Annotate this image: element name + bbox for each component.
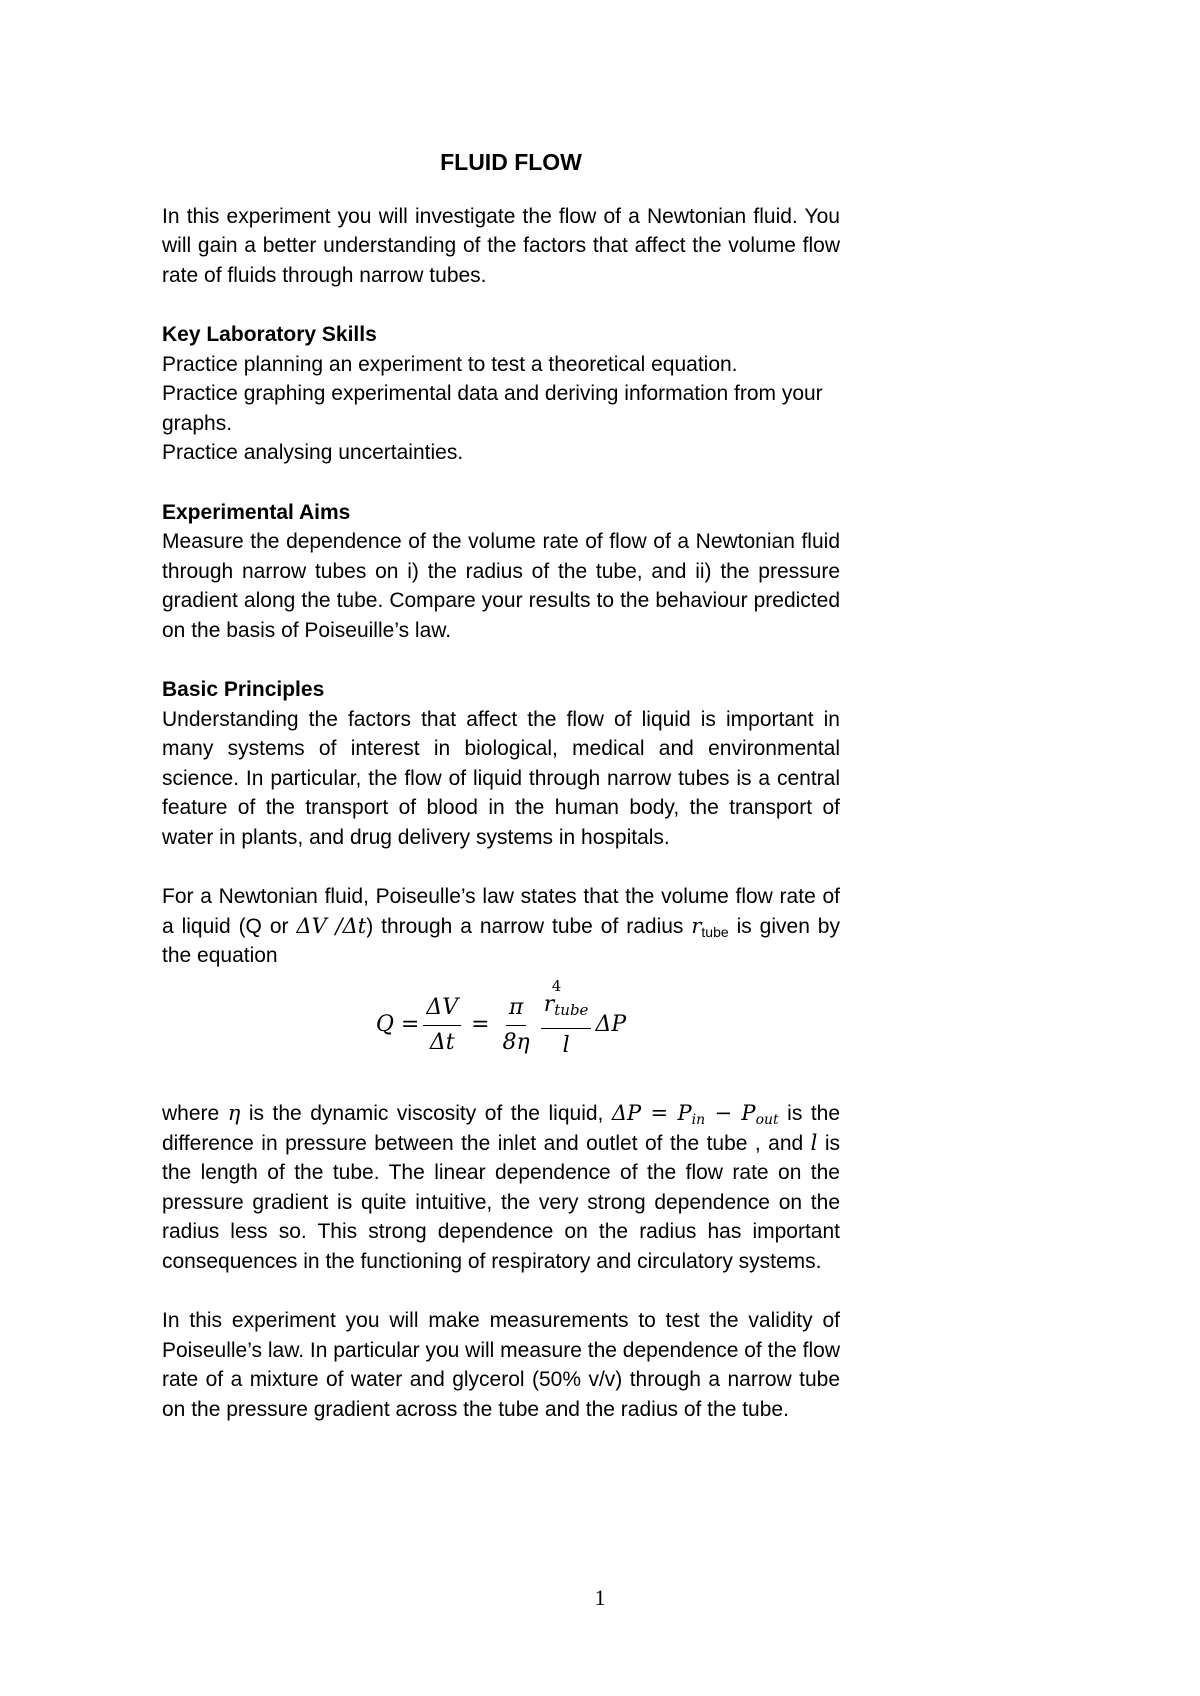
- fraction-denominator: l: [562, 1032, 570, 1058]
- page-content: [162, 148, 840, 1425]
- pressure-difference: ΔP: [595, 1012, 627, 1038]
- poiseuille-paragraph: [162, 882, 840, 971]
- radius-subscript: tube: [701, 923, 729, 940]
- radius-symbol: r: [543, 991, 555, 1017]
- skills-line: Practice graphing experimental data and deriving information from your graphs.: [162, 382, 823, 435]
- where-text: where: [162, 1102, 228, 1126]
- poiseuille-text: For a Newtonian fluid, Poiseulle’s law states that the volume flow rate of a liquid (Q or: [162, 885, 840, 938]
- skills-line: Practice planning an experiment to test a theoretical equation.: [162, 352, 738, 376]
- aims-paragraph: Measure the dependence of the volume rate of flow of a Newtonian fluid through narrow tubes on i) the radius of the tube, and ii) the pressure gradient along the tube. Compare your results to the behaviour predicted on the basis of Poiseuille’s law.: [162, 530, 840, 642]
- closing-paragraph: In this experiment you will make measurements to test the validity of Poiseulle’s law. In particular you will measure the dependence of the flow rate of a mixture of water and glycerol (50% v/v) through a narrow tube on the pressure gradient across the tube and the radius of the tube.: [162, 1309, 840, 1421]
- poiseuille-equation: [162, 976, 840, 1069]
- rate-symbol: ΔV /Δt: [296, 913, 367, 938]
- radius-subscript: tube: [554, 1000, 589, 1019]
- poiseuille-text: is given by the equation: [162, 914, 840, 968]
- spacer: [162, 853, 840, 883]
- page-title: FLUID FLOW: [440, 149, 582, 175]
- fraction-volume-rate: [423, 993, 461, 1057]
- fraction-denominator: 8η: [502, 1029, 530, 1055]
- fraction-numerator: ΔV: [423, 993, 461, 1026]
- eta-symbol: η: [227, 1101, 241, 1126]
- pressure-symbol: − P: [705, 1101, 756, 1126]
- fraction-pi-eta: [500, 993, 533, 1057]
- outlet-subscript: out: [755, 1112, 779, 1129]
- fraction-numerator: [541, 976, 592, 1029]
- pressure-expression: [611, 1101, 779, 1129]
- skills-line: Practice analysing uncertainties.: [162, 441, 464, 465]
- radius-exponent: 4: [551, 976, 562, 995]
- radius-symbol: r: [691, 913, 702, 938]
- intro-paragraph: In this experiment you will investigate the flow of a Newtonian fluid. You will gain a better understanding of the factors that affect the volume flow rate of fluids through narrow tubes.: [162, 204, 840, 287]
- where-text: is the difference in pressure between the inlet and outlet of the tube , and: [162, 1102, 841, 1155]
- skills-heading: Key Laboratory Skills: [162, 322, 377, 346]
- spacer: [162, 468, 840, 498]
- equals-sign: =: [471, 1012, 490, 1038]
- radius-term: [543, 976, 589, 1026]
- inlet-subscript: in: [691, 1112, 706, 1129]
- fraction-denominator: Δt: [429, 1029, 455, 1055]
- where-paragraph: [162, 1099, 840, 1277]
- poiseuille-text: ) through a narrow tube of radius: [366, 914, 692, 938]
- spacer: [162, 290, 840, 320]
- pressure-symbol: ΔP = P: [611, 1101, 692, 1126]
- principles-paragraph: Understanding the factors that affect the flow of liquid is important in many systems of interest in biological, medical and environmental science. In particular, the flow of liquid through narrow tubes is a central feature of the transport of blood in the human body, the transport of water in plants, and drug delivery systems in hospitals.: [162, 707, 840, 850]
- equation-lhs: Q =: [375, 1012, 420, 1038]
- where-text: is the length of the tube. The linear dependence of the flow rate on the pressure gradient is quite intuitive, the very strong dependence on the radius less so. This strong dependence on the radius has important consequences in the functioning of respiratory and circulatory systems.: [162, 1131, 841, 1273]
- spacer: [162, 1277, 840, 1307]
- where-text: is the dynamic viscosity of the liquid,: [240, 1102, 612, 1126]
- principles-heading: Basic Principles: [162, 678, 325, 702]
- fraction-radius-length: [541, 976, 592, 1060]
- fraction-numerator: π: [506, 993, 526, 1026]
- aims-heading: Experimental Aims: [162, 500, 351, 524]
- spacer: [162, 646, 840, 676]
- length-symbol: l: [810, 1130, 818, 1155]
- page-number: 1: [594, 1585, 606, 1610]
